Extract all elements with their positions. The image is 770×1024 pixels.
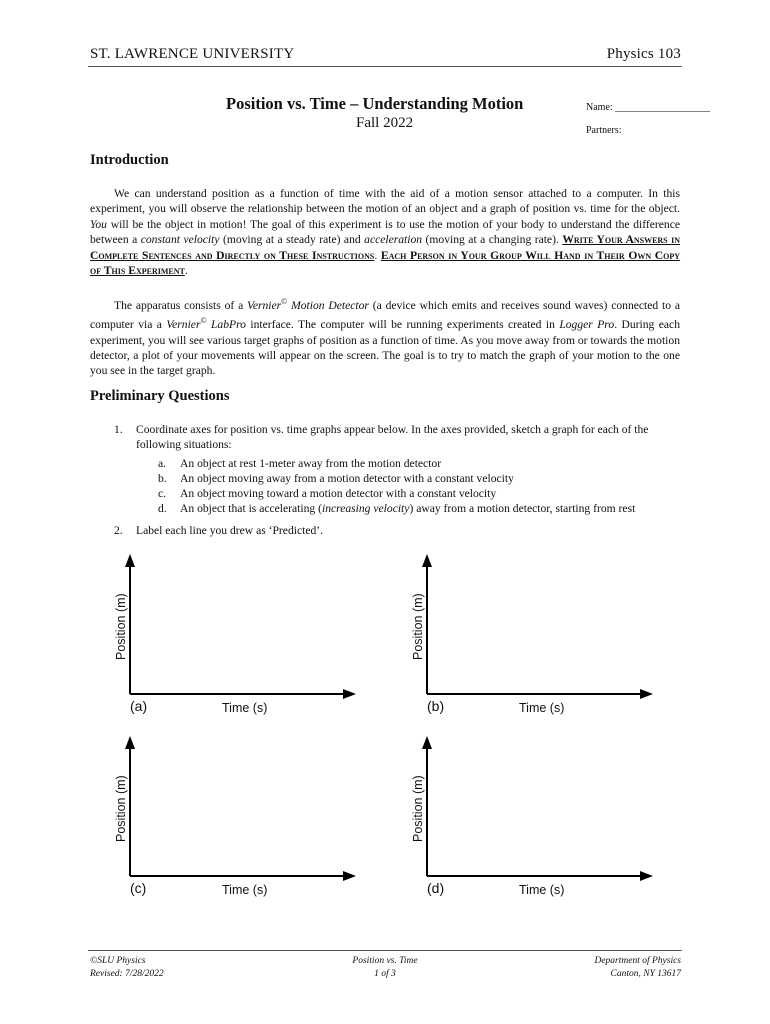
instructions-emphasis: Write Your Answers in Complete Sentences and Directly on These Instructions (90, 233, 680, 262)
page-title: Position vs. Time – Understanding Motion (226, 94, 524, 113)
axes-icon (403, 552, 653, 702)
list-item: a. An object at rest 1-meter away from the motion detector (158, 457, 442, 470)
list-item: b. An object moving away from a motion detector with a constant velocity (158, 472, 514, 485)
graph-a[interactable] (106, 552, 356, 722)
y-axis-label: Position (m) (411, 593, 425, 660)
graph-label: (b) (427, 698, 445, 714)
footer-left: ©SLU Physics Revised: 7/28/2022 (90, 956, 164, 979)
footer-right: Department of Physics Canton, NY 13617 (594, 956, 681, 979)
list-item: c. An object moving toward a motion detector with a constant velocity (158, 487, 497, 500)
graph-d[interactable] (403, 734, 653, 904)
y-axis-label: Position (m) (114, 775, 128, 842)
term-label: Fall 2022 (356, 115, 414, 131)
graph-label: (a) (130, 698, 148, 714)
header-university: ST. LAWRENCE UNIVERSITY (90, 46, 295, 62)
prelim-heading: Preliminary Questions (90, 388, 230, 404)
axes-icon (403, 734, 653, 884)
intro-paragraph-2: The apparatus consists of a Vernier© Motion Detector (a device which emits and receives sound waves) connected to a computer via a Vernier© LabPro interface. The computer will be running experiments created in Logger Pro. During each experiment, you will see various target graphs of position as a function of time. As you move away from or towards the motion detector, a plot of your movements will appear on the screen. The goal is to try to match the graph of your motion to the one you see in the target graph. (90, 297, 680, 378)
list-item: d. An object that is accelerating (increasing velocity) away from a motion detector, starting from rest (158, 502, 636, 515)
footer-center: Position vs. Time 1 of 3 (352, 956, 418, 979)
graph-b[interactable] (403, 552, 653, 722)
intro-paragraph-1: We can understand position as a function of time with the aid of a motion sensor attached to a computer. In this experiment, you will observe the relationship between the motion of an object and a graph of position vs. time for the object. You will be the object in motion! The goal of this experiment is to use the motion of your body to understand the difference between a constant velocity (moving at a steady rate) and acceleration (moving at a changing rate). Write Your Answers in Complete Sentences and Directly on These Instructions. Each Person in Your Group Will Hand in Their Own Copy of This Experiment. (90, 187, 681, 278)
graph-label: (c) (130, 880, 147, 896)
header-course: Physics 103 (606, 46, 681, 62)
intro-heading: Introduction (90, 152, 169, 168)
axes-icon (106, 552, 356, 702)
x-axis-label: Time (s) (519, 883, 565, 897)
hand-in-emphasis: Each Person in Your Group Will Hand in Their Own Copy of This Experiment (90, 248, 681, 278)
question-1: 1. Coordinate axes for position vs. time graphs appear below. In the axes provided, sketch a graph for each of the following situations: (114, 423, 649, 451)
footer-rule (88, 950, 682, 951)
question-2: 2. Label each line you drew as ‘Predicted’. (114, 524, 324, 537)
axes-icon (106, 734, 356, 884)
y-axis-label: Position (m) (411, 775, 425, 842)
x-axis-label: Time (s) (222, 701, 268, 715)
y-axis-label: Position (m) (114, 593, 128, 660)
graph-c[interactable] (106, 734, 356, 904)
header-rule (88, 66, 682, 67)
name-field-label: Name: ___________________ (586, 102, 711, 113)
partners-label: Partners: (586, 125, 622, 136)
situation-list (158, 456, 688, 516)
graph-label: (d) (427, 880, 445, 896)
x-axis-label: Time (s) (222, 883, 268, 897)
x-axis-label: Time (s) (519, 701, 565, 715)
